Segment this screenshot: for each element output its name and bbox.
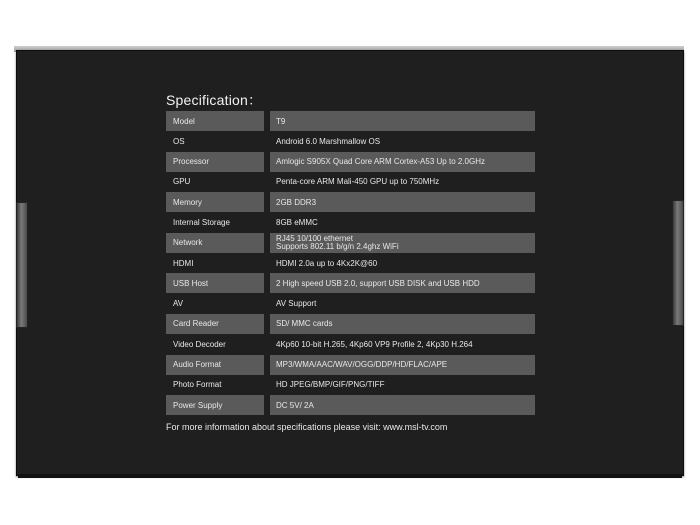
spec-label: Audio Format: [166, 355, 264, 375]
spec-value: SD/ MMC cards: [270, 314, 535, 334]
spec-value: 4Kp60 10-bit H.265, 4Kp60 VP9 Profile 2, 4Kp30 H.264: [276, 339, 473, 349]
spec-label: Video Decoder: [173, 339, 226, 349]
spec-label: GPU: [173, 177, 191, 187]
spec-row: [166, 131, 536, 151]
spec-value: Penta-core ARM Mali-450 GPU up to 750MHz: [276, 177, 440, 187]
spec-title: Specification：: [166, 92, 263, 108]
spec-row: [166, 334, 536, 354]
spec-label: Model: [166, 111, 264, 131]
spec-value: AV Support: [276, 299, 317, 309]
spec-label: HDMI: [173, 258, 194, 268]
spec-label: Power Supply: [166, 395, 264, 415]
spec-row: [166, 212, 536, 232]
spec-value: DC 5V/ 2A: [270, 395, 535, 415]
spec-label: Processor: [166, 152, 264, 172]
spec-value: Android 6.0 Marshmallow OS: [276, 136, 381, 146]
spec-value: Amlogic S905X Quad Core ARM Cortex-A53 Up to 2.0GHz: [270, 152, 535, 172]
box-bottom-edge: [18, 474, 682, 478]
spec-value-line: RJ45 10/100 ethernet: [276, 233, 353, 243]
spec-label: OS: [173, 136, 185, 146]
spec-label: USB Host: [166, 273, 264, 293]
spec-value: 2 High speed USB 2.0, support USB DISK and USB HDD: [270, 273, 535, 293]
spec-value: MP3/WMA/AAC/WAV/OGG/DDP/HD/FLAC/APE: [270, 355, 535, 375]
spec-row: [166, 355, 536, 375]
spec-table: [166, 111, 536, 415]
spec-label: AV: [173, 299, 184, 309]
spec-row: [166, 395, 536, 415]
spec-row: [166, 314, 536, 334]
spec-row: [166, 172, 536, 192]
spec-row: [166, 273, 536, 293]
spec-value: [270, 233, 535, 253]
spec-label: Memory: [166, 192, 264, 212]
spec-row: [166, 111, 536, 131]
spec-value-line: Supports 802.11 b/g/n 2.4ghz WiFi: [276, 241, 399, 251]
spec-value: 2GB DDR3: [270, 192, 535, 212]
spec-label: Internal Storage: [173, 217, 230, 227]
spec-value: T9: [270, 111, 535, 131]
spec-value: HDMI 2.0a up to 4Kx2K@60: [276, 258, 378, 268]
spec-row: [166, 233, 536, 253]
spec-value: 8GB eMMC: [276, 217, 318, 227]
spec-label: Card Reader: [166, 314, 264, 334]
spec-value: HD JPEG/BMP/GIF/PNG/TIFF: [276, 380, 385, 390]
spec-label: Network: [166, 233, 264, 253]
spec-row: [166, 152, 536, 172]
spec-row: [166, 294, 536, 314]
spec-row: [166, 253, 536, 273]
footer-note: For more information about specifications please visit: www.msl-tv.com: [166, 422, 448, 432]
spec-label: Photo Format: [173, 380, 222, 390]
box-side-tab-right: [672, 200, 684, 326]
spec-row: [166, 375, 536, 395]
spec-row: [166, 192, 536, 212]
box-side-tab-left: [16, 202, 28, 328]
